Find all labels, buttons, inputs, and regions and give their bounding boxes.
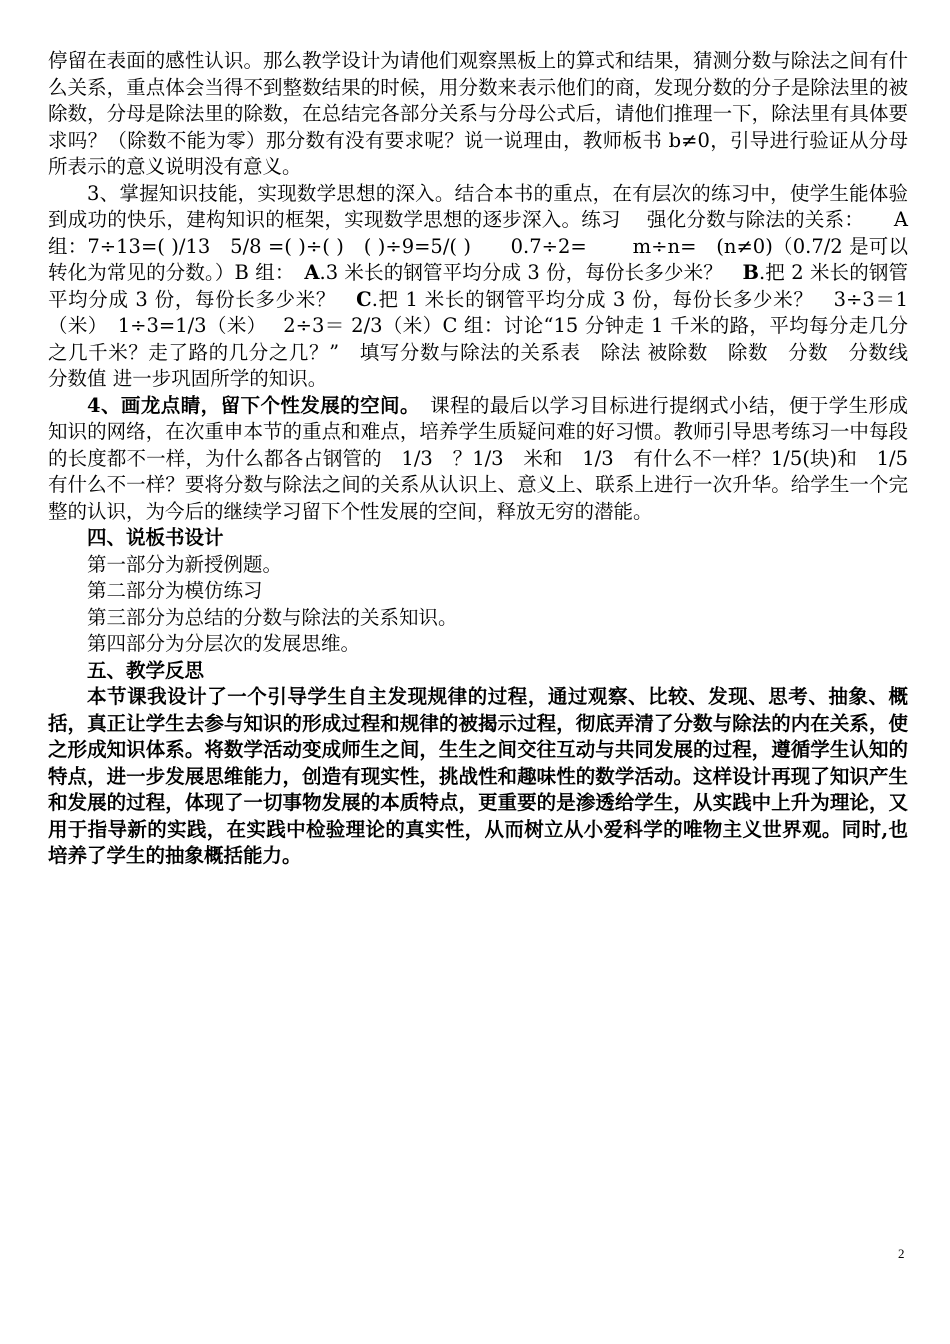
summary-text: 课程的最后以学习目标进行提纲式小结，便于学生形成知识的网络，在次重申本节的重点和难点，培养学生质疑问难的好习惯。教师引导思考练习一中每段的长度都不一样，为什么都各占钢管的 1/3 ？1/3 米和 1/3 有什么不一样？1/5(块)和 1/5 有什么不一样？要将分数与除法之间的关系从认识上、意义上、联系上进行一次升华。给学生一个完整的认识，为今后的继续学习留下个性发展的空间，释放无穷的潜能。 xyxy=(48,393,928,523)
paragraph-summary xyxy=(48,393,928,526)
practice-label-b: B xyxy=(742,261,759,284)
practice-label-c: C xyxy=(356,287,372,311)
board-item-3: 第三部分为总结的分数与除法的关系知识。 xyxy=(87,605,458,629)
board-item-1: 第一部分为新授例题。 xyxy=(87,552,283,576)
page-number: 2 xyxy=(898,1246,905,1261)
practice-lead: 3、掌握知识技能，实现数学思想的深入。结合本书的重点，在有层次的练习中，使学生能体验到成功的快乐，建构知识的框架，实现数学思想的逐步深入。练习 强化分数与除法的关系： A 组：7÷13=( )/13 5/8 =( )÷( ) ( )÷9=5/( ) 0.7÷2= m÷n= (n≠0)（0.7/2 是可以转化为常见的分数。）B 组： xyxy=(48,181,908,284)
practice-text-c: .把 1 米长的钢管平均分成 3 份，每份长多少米？ 3÷3＝1（米） 1÷3=1/3（米） 2÷3＝ 2/3（米）C 组：讨论“15 分钟走 1 千米的路，平均每分走几分之几千米？走了路的几分之几？” 填写分数与除法的关系表 除法 被除数 除数 分数 分数线 分数值 进一步巩固所学的知识。 xyxy=(48,287,928,390)
paragraph-lesson-design: 停留在表面的感性认识。那么教学设计为请他们观察黑板上的算式和结果，猜测分数与除法之间有什么关系，重点体会当得不到整数结果的时候，用分数来表示他们的商，发现分数的分子是除法里的被除数，分母是除法里的除数，在总结完各部分关系与分母公式后，请他们推理一下，除法里有具体要求吗？（除数不能为零）那分数有没有要求呢？说一说理由，教师板书 b≠0，引导进行验证从分母所表示的意义说明没有意义。 xyxy=(48,49,908,178)
paragraph-practice xyxy=(48,181,928,393)
board-item-4: 第四部分为分层次的发展思维。 xyxy=(87,632,361,655)
section-heading-reflection: 五、教学反思 xyxy=(87,658,205,682)
practice-label-a: A xyxy=(304,261,320,284)
practice-text-a: .3 米长的钢管平均分成 3 份，每份长多少米？ xyxy=(319,261,743,284)
board-item-2: 第二部分为模仿练习 xyxy=(87,579,263,602)
document-page xyxy=(48,48,928,870)
summary-heading: 4、画龙点睛，留下个性发展的空间。 xyxy=(87,393,411,417)
practice-text-b: .把 2 米长的钢管平均分成 3 份，每份长多少米？ xyxy=(48,261,908,311)
section-heading-board: 四、说板书设计 xyxy=(87,526,224,549)
paragraph-reflection: 本节课我设计了一个引导学生自主发现规律的过程，通过观察、比较、发现、思考、抽象、概括，真正让学生去参与知识的形成过程和规律的被揭示过程，彻底弄清了分数与除法的内在关系，使之形成知识体系。将数学活动变成师生之间，生生之间交往互动与共同发展的过程，遵循学生认知的特点，进一步发展思维能力，创造有现实性，挑战性和趣味性的数学活动。这样设计再现了知识产生和发展的过程，体现了一切事物发展的本质特点，更重要的是渗透给学生，从实践中上升为理论，又用于指导新的实践，在实践中检验理论的真实性，从而树立从小爱科学的唯物主义世界观。同时,也培养了学生的抽象概括能力。 xyxy=(48,685,908,867)
